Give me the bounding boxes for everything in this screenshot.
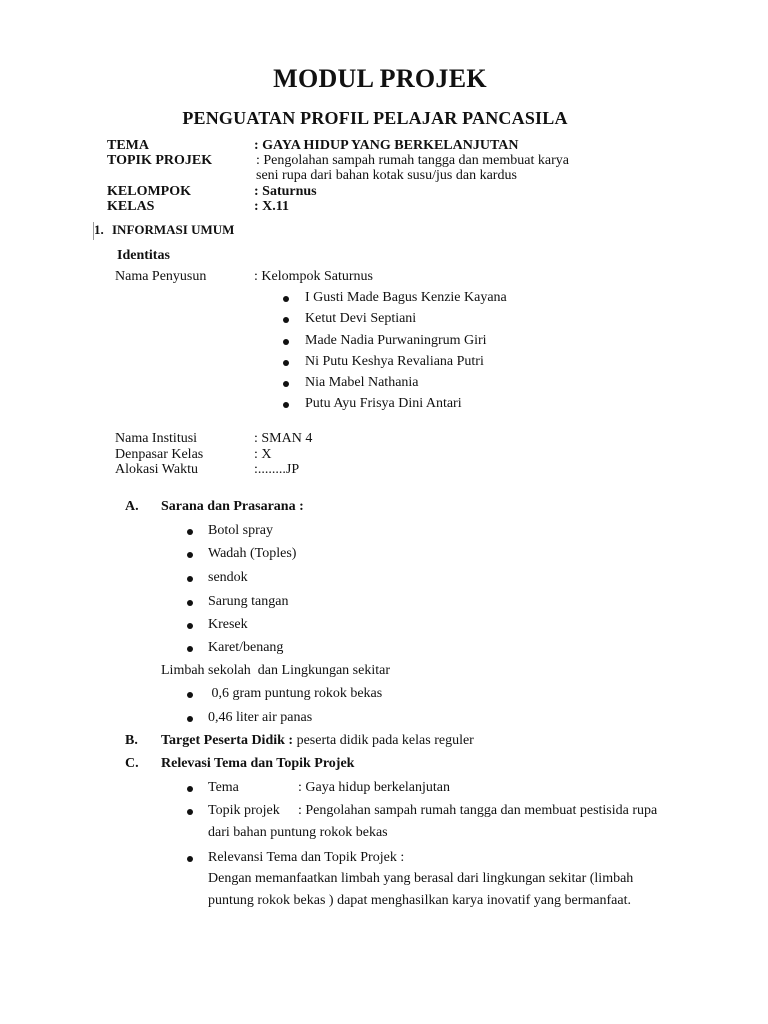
bullet-icon [187,552,193,558]
penyusun-label: Nama Penyusun [115,269,207,284]
bullet-icon [283,360,289,366]
section-c-heading: Relevasi Tema dan Topik Projek [161,756,355,771]
member-item: I Gusti Made Bagus Kenzie Kayana [305,290,507,305]
topik-value-line-2: seni rupa dari bahan kotak susu/jus dan kardus [256,168,517,183]
bullet-icon [187,809,193,815]
institusi-value: : SMAN 4 [254,431,313,446]
bullet-icon [187,646,193,652]
relevasi-topik-label: Topik projek [208,803,280,818]
member-item: Nia Mabel Nathania [305,375,419,390]
section-b-value: peserta didik pada kelas reguler [293,733,474,748]
kelas-value: : X [254,447,272,462]
relevasi-topik-value-2: dari bahan puntung rokok bekas [208,825,388,840]
relevansi-label: Relevansi Tema dan Topik Projek : [208,850,405,865]
topik-label: TOPIK PROJEK [107,153,213,168]
relevasi-tema-value: : Gaya hidup berkelanjutan [298,780,451,795]
bullet-icon [187,786,193,792]
alokasi-label: Alokasi Waktu [115,462,198,477]
bullet-icon [187,716,193,722]
alokasi-value: :........JP [254,462,300,477]
section-c-letter: C. [125,756,139,771]
bullet-icon [283,317,289,323]
limbah-label: Limbah sekolah dan Lingkungan sekitar [161,663,390,678]
sarana-item: Botol spray [208,523,273,538]
document-subtitle: PENGUATAN PROFIL PELAJAR PANCASILA [182,108,568,128]
bullet-icon [187,576,193,582]
kelas-label: Denpasar Kelas [115,447,204,462]
section-b-heading: Target Peserta Didik : [161,733,294,748]
institusi-label: Nama Institusi [115,431,198,446]
section-a-letter: A. [125,499,139,514]
limbah-item: 0,6 gram puntung rokok bekas [208,686,383,701]
section-1-number: 1. [94,222,104,237]
member-item: Made Nadia Purwaningrum Giri [305,333,487,348]
bullet-icon [283,339,289,345]
sarana-item: Kresek [208,617,248,632]
bullet-icon [187,623,193,629]
topik-value-line-1: : Pengolahan sampah rumah tangga dan membuat karya [256,153,569,168]
sarana-item: Sarung tangan [208,594,289,609]
kelas-value: : X.11 [254,199,289,214]
member-item: Putu Ayu Frisya Dini Antari [305,396,462,411]
sarana-item: Karet/benang [208,640,284,655]
bullet-icon [283,402,289,408]
bullet-icon [187,692,193,698]
kelompok-value: : Saturnus [254,184,317,199]
bullet-icon [187,856,193,862]
limbah-item: 0,46 liter air panas [208,710,313,725]
section-b-line [161,733,474,749]
section-a-heading: Sarana dan Prasarana : [161,499,304,514]
section-b-letter: B. [125,733,138,748]
bullet-icon [283,381,289,387]
document-title: MODUL PROJEK [273,64,487,93]
sarana-item: sendok [208,570,248,585]
member-item: Ni Putu Keshya Revaliana Putri [305,354,484,369]
kelas-label: KELAS [107,199,155,214]
relevansi-text-line-2: puntung rokok bekas ) dapat menghasilkan karya inovatif yang bermanfaat. [208,893,631,908]
member-item: Ketut Devi Septiani [305,311,417,326]
tema-label: TEMA [107,138,149,153]
relevansi-text-line-1: Dengan memanfaatkan limbah yang berasal dari lingkungan sekitar (limbah [208,871,634,886]
kelompok-label: KELOMPOK [107,184,191,199]
penyusun-value: : Kelompok Saturnus [254,269,373,284]
sarana-item: Wadah (Toples) [208,546,297,561]
tema-value: : GAYA HIDUP YANG BERKELANJUTAN [254,138,519,153]
identitas-heading: Identitas [117,248,170,263]
bullet-icon [187,529,193,535]
bullet-icon [283,296,289,302]
relevasi-topik-value-1: : Pengolahan sampah rumah tangga dan membuat pestisida rupa [298,803,658,818]
relevasi-tema-label: Tema [208,780,239,795]
bullet-icon [187,600,193,606]
section-1-heading: INFORMASI UMUM [112,222,235,237]
